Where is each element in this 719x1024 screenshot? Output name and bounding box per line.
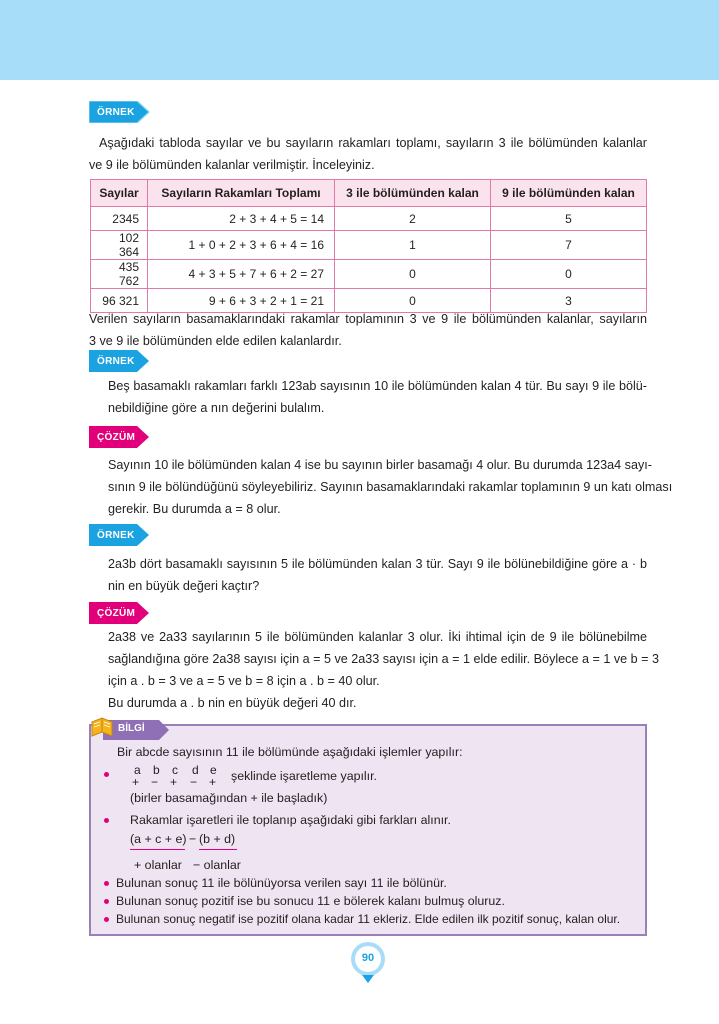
solution2-text: Sayının 10 ile bölümünden kalan 4 ise bu sayının birler basamağı 4 olur. Bu durumda 123a4 sayı- sının 9 ile bölündüğünü söyleyebiliriz. Sayının basamaklarındaki rakamlar toplamının 9 un katı olması gerekir. Bu durumda a = 8 olur. (108, 458, 673, 516)
header-sayilar: Sayılar (91, 180, 148, 207)
cell-number: 96 321 (91, 289, 148, 313)
letter-d: d (192, 763, 199, 777)
cell-number: 102 364 (91, 231, 148, 260)
plus-label: + olanlar (134, 858, 182, 872)
table-header-row (91, 180, 647, 207)
example3-text: 2a3b dört basamaklı sayısının 5 ile bölümünden kalan 3 tür. Sayı 9 ile bölünebildiğine göre a · b nin en büyük değeri kaçtır? (108, 557, 647, 593)
cell-sum: 4 + 3 + 5 + 7 + 6 + 2 = 27 (148, 260, 335, 289)
sign-b: − (151, 775, 159, 789)
formula-plus-underline (130, 849, 185, 850)
example1-conclusion: Verilen sayıların basamaklarındaki rakamlar toplamının 3 ve 9 ile bölümünden kalanlar, sayıların 3 ve 9 ile bölümünden elde edilen kalanlardır. (89, 312, 647, 348)
header-rakam-toplami: Sayıların Rakamları Toplamı (148, 180, 335, 207)
remainder-table (90, 179, 647, 313)
bilgi-intro: Bir abcde sayısının 11 ile bölümünde aşağıdaki işlemler yapılır: (117, 745, 463, 759)
ornek-tag: ÖRNEK (89, 524, 135, 546)
bullet-dot (104, 881, 109, 886)
header-mod9: 9 ile bölümünden kalan (491, 180, 647, 207)
letter-b: b (153, 763, 160, 777)
letter-e: e (210, 763, 217, 777)
sign-c: + (170, 775, 178, 789)
cell-mod9: 7 (491, 231, 647, 260)
cell-mod9: 3 (491, 289, 647, 313)
cell-mod3: 1 (335, 231, 491, 260)
marking-note: (birler basamağından + ile başladık) (130, 791, 328, 805)
top-color-band (0, 0, 719, 80)
cell-sum: 2 + 3 + 4 + 5 = 14 (148, 207, 335, 231)
cell-sum: 1 + 0 + 2 + 3 + 6 + 4 = 16 (148, 231, 335, 260)
cell-mod9: 0 (491, 260, 647, 289)
bilgi-item2: Rakamlar işaretleri ile toplanıp aşağıdaki gibi farkları alınır. (130, 813, 451, 827)
table-row (91, 207, 647, 231)
cell-number: 435 762 (91, 260, 148, 289)
solution3-text: 2a38 ve 2a33 sayılarının 5 ile bölümünden kalanlar 3 olur. İki ihtimal için de 9 ile bölünebilme sağlandığına göre 2a38 sayısı için a = 5 ve 2a33 sayısı için a = 1 elde edilir. Böylece a = 1 ve b = 3 için a . b = 3 ve a = 5 ve b = 8 için a . b = 40 olur. Bu durumda a . b nin en büyük değeri 40 dır. (108, 630, 659, 710)
bilgi-label: BİLGİ (118, 723, 145, 734)
example2-text: Beş basamaklı rakamları farklı 123ab sayısının 10 ile bölümünden kalan 4 tür. Bu sayı 9 ile bölü- nebildiğine göre a nın değerini bulalım. (108, 379, 647, 415)
sign-a: + (132, 775, 140, 789)
cell-mod3: 0 (335, 289, 491, 313)
bullet-dot (104, 899, 109, 904)
cell-sum: 9 + 6 + 3 + 2 + 1 = 21 (148, 289, 335, 313)
cell-mod3: 2 (335, 207, 491, 231)
page-number-shape (350, 941, 386, 987)
formula-minus-sign: − (189, 832, 197, 846)
ornek-tag: ÖRNEK (89, 350, 135, 372)
sign-e: + (209, 775, 217, 789)
bullet-dot (104, 917, 109, 922)
ornek-tag: ÖRNEK (89, 101, 135, 123)
bilgi-item5: Bulunan sonuç negatif ise pozitif olana kadar 11 ekleriz. Elde edilen ilk pozitif sonuç, kalan olur. (116, 912, 621, 926)
cell-mod9: 5 (491, 207, 647, 231)
minus-label: − olanlar (193, 858, 241, 872)
letter-a: a (134, 763, 141, 777)
cozum-tag: ÇÖZÜM (89, 426, 135, 448)
formula-plus: (a + c + e) (130, 832, 187, 846)
page-number: 90 (361, 952, 375, 964)
cell-mod3: 0 (335, 260, 491, 289)
example1-intro: Aşağıdaki tabloda sayılar ve bu sayıların rakamları toplamı, sayıların 3 ile bölümünden kalanlar ve 9 ile bölümünden kalanlar verilmiştir. İnceleyiniz. (89, 136, 647, 172)
cell-number: 2345 (91, 207, 148, 231)
letter-c: c (172, 763, 178, 777)
bilgi-item4: Bulunan sonuç pozitif ise bu sonucu 11 e bölerek kalanı bulmuş oluruz. (116, 894, 505, 908)
formula-minus: (b + d) (199, 832, 236, 846)
book-icon (89, 714, 115, 740)
header-mod3: 3 ile bölümünden kalan (335, 180, 491, 207)
sign-d: − (190, 775, 198, 789)
bullet-dot (104, 818, 109, 823)
table-row (91, 260, 647, 289)
marking-text: şeklinde işaretleme yapılır. (231, 769, 378, 783)
bullet-dot (104, 772, 109, 777)
table-row (91, 231, 647, 260)
formula-minus-underline (199, 849, 237, 850)
cozum-tag: ÇÖZÜM (89, 602, 135, 624)
page-number-badge (350, 941, 386, 977)
bilgi-item3: Bulunan sonuç 11 ile bölünüyorsa verilen sayı 11 ile bölünür. (116, 876, 447, 890)
